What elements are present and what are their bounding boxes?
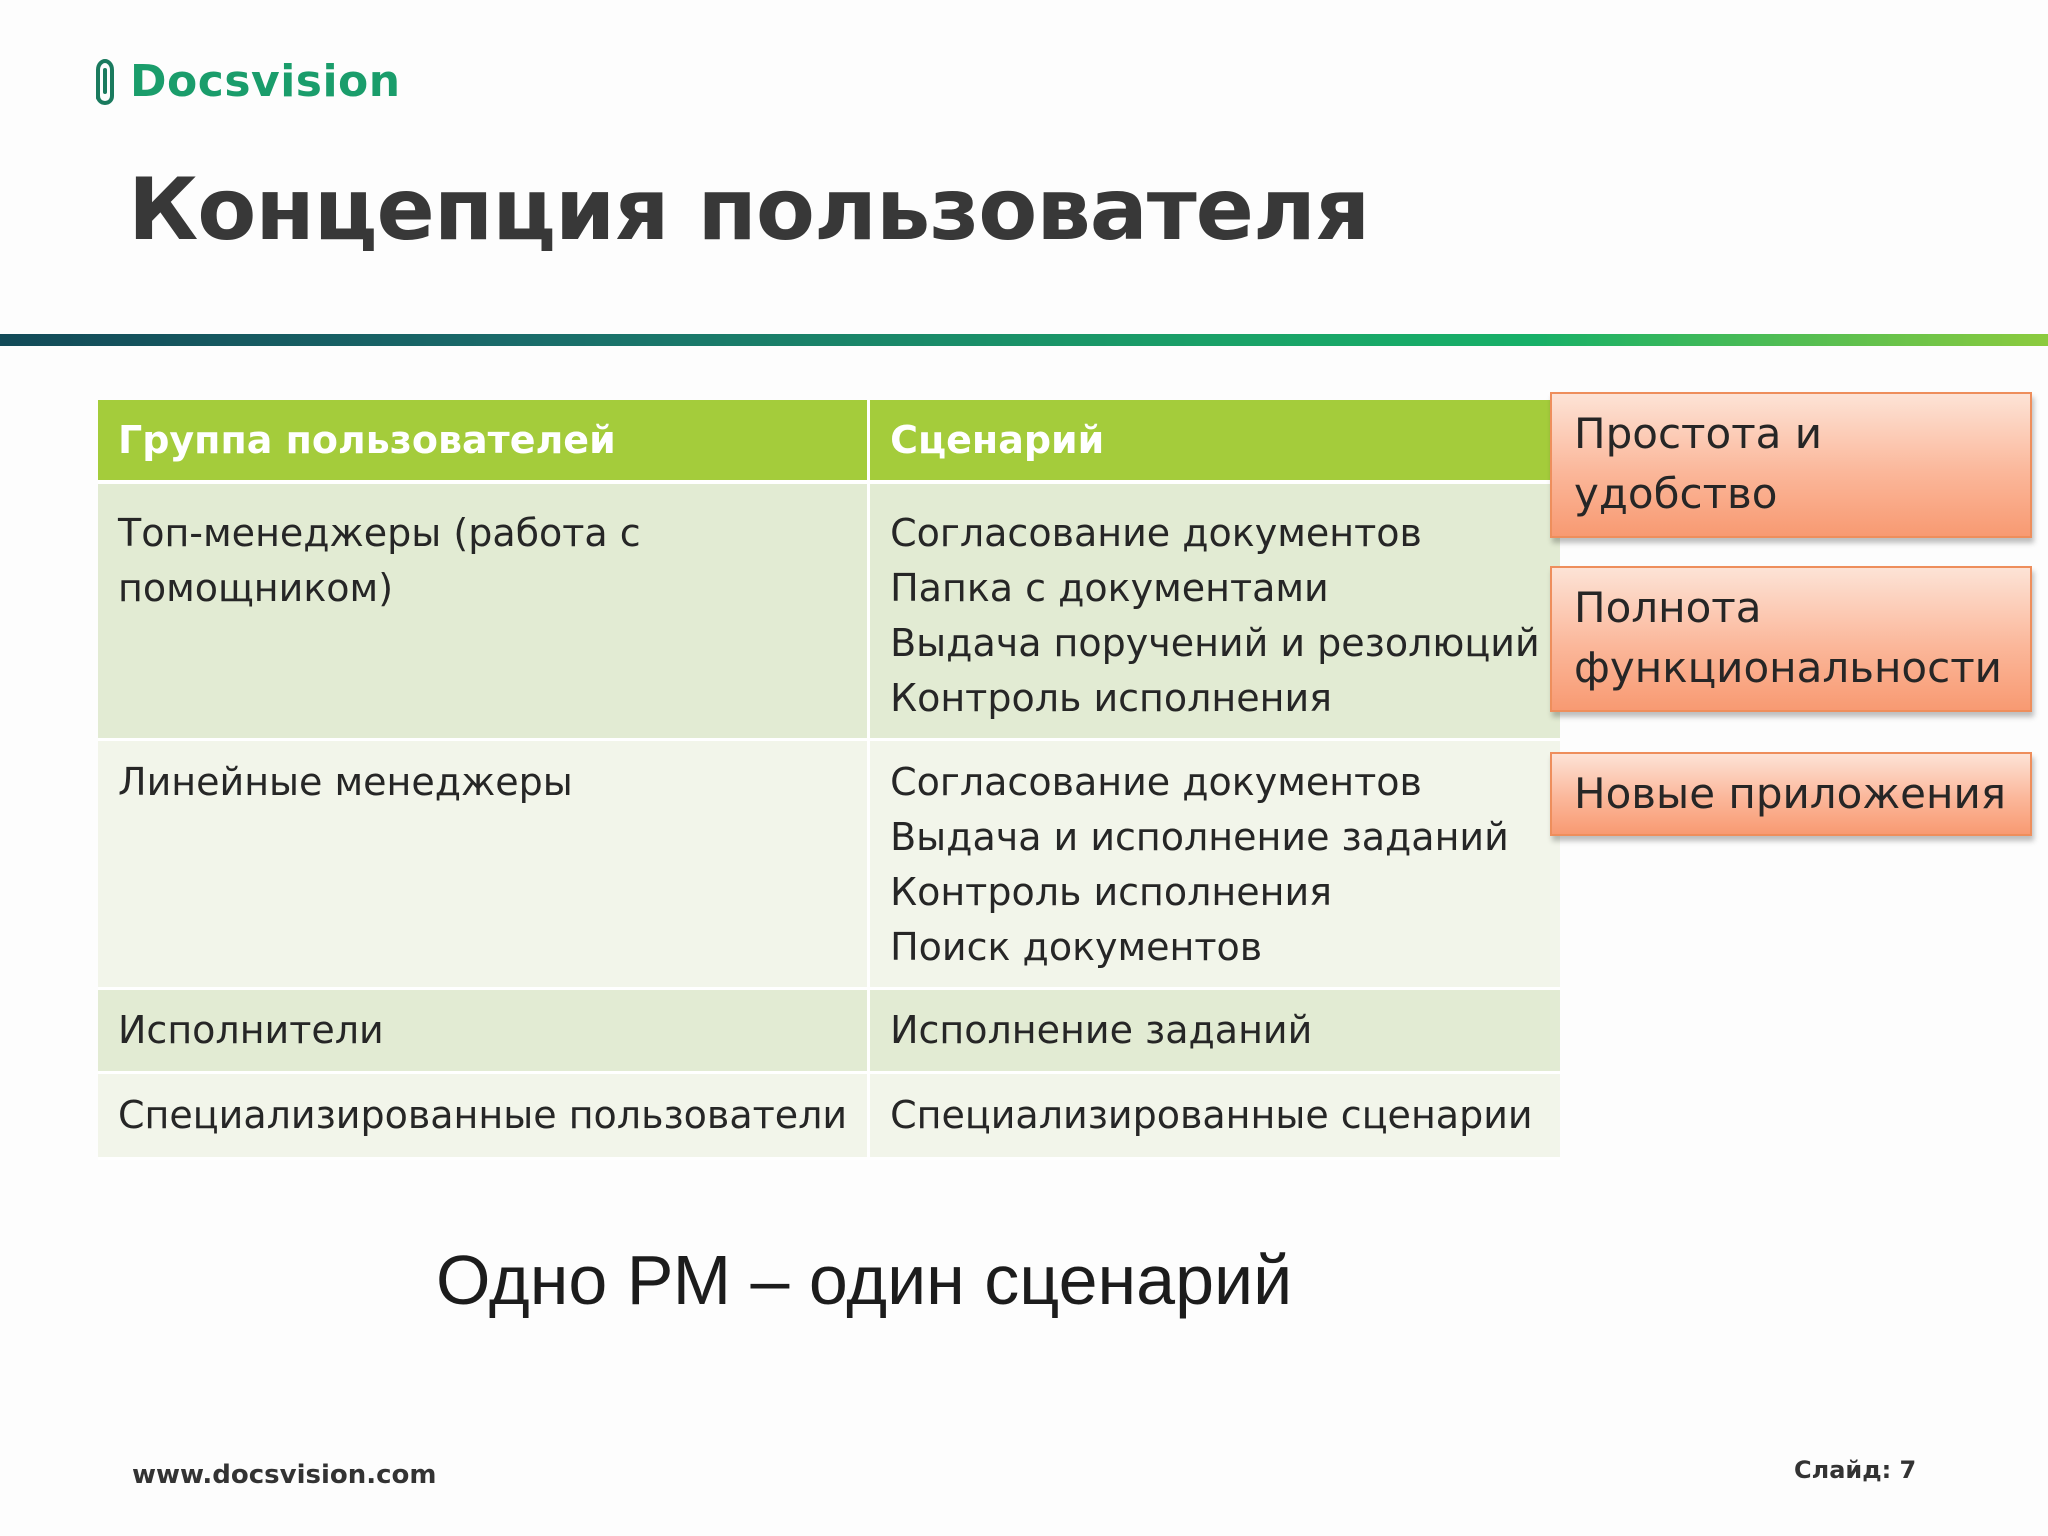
scenario-line: Выдача поручений и резолюций (890, 621, 1540, 665)
scenario-line: Исполнение заданий (890, 1008, 1313, 1052)
table-row (98, 484, 1560, 741)
callout-line: функциональности (1574, 643, 2002, 692)
scenario-line: Специализированные сценарии (890, 1093, 1533, 1137)
table-row (98, 1074, 1560, 1160)
paperclip-icon (90, 58, 120, 106)
slide-caption: Одно РМ – один сценарий (436, 1241, 1293, 1319)
scenario-cell (870, 484, 1560, 741)
scenario-line: Выдача и исполнение заданий (890, 815, 1509, 859)
callout-line: Полнота (1574, 583, 1762, 632)
callout-line: Новые приложения (1574, 769, 2007, 818)
callout-line: Простота и (1574, 409, 1823, 458)
scenario-line: Согласование документов (890, 760, 1422, 804)
table-header-row (98, 400, 1560, 484)
header-user-group: Группа пользователей (98, 400, 870, 484)
footer-url: www.docsvision.com (132, 1460, 437, 1490)
group-line: Линейные менеджеры (118, 760, 573, 804)
callout-simplicity (1550, 392, 2032, 538)
scenario-line: Контроль исполнения (890, 870, 1333, 914)
gradient-divider (0, 334, 2048, 346)
group-cell (98, 990, 870, 1074)
scenario-line: Контроль исполнения (890, 676, 1333, 720)
scenario-line: Поиск документов (890, 925, 1263, 969)
slide-title: Концепция пользователя (128, 160, 1370, 260)
callout-completeness (1550, 566, 2032, 712)
user-scenario-table (98, 400, 1560, 1160)
scenario-cell (870, 741, 1560, 990)
table-row (98, 741, 1560, 990)
table-row (98, 990, 1560, 1074)
group-line: Специализированные пользователи (118, 1093, 848, 1137)
slide-number: Слайд: 7 (1794, 1456, 1917, 1484)
group-line: Исполнители (118, 1008, 384, 1052)
group-cell (98, 1074, 870, 1160)
scenario-line: Папка с документами (890, 566, 1329, 610)
scenario-cell (870, 1074, 1560, 1160)
header-scenario: Сценарий (870, 400, 1560, 484)
logo-text: Docsvision (130, 56, 401, 107)
scenario-cell (870, 990, 1560, 1074)
logo (90, 56, 401, 107)
callout-line: удобство (1574, 469, 1778, 518)
scenario-line: Согласование документов (890, 511, 1422, 555)
group-line: помощником) (118, 566, 394, 610)
group-cell (98, 484, 870, 741)
group-line: Топ-менеджеры (работа с (118, 511, 641, 555)
callout-new-apps (1550, 752, 2032, 836)
group-cell (98, 741, 870, 990)
